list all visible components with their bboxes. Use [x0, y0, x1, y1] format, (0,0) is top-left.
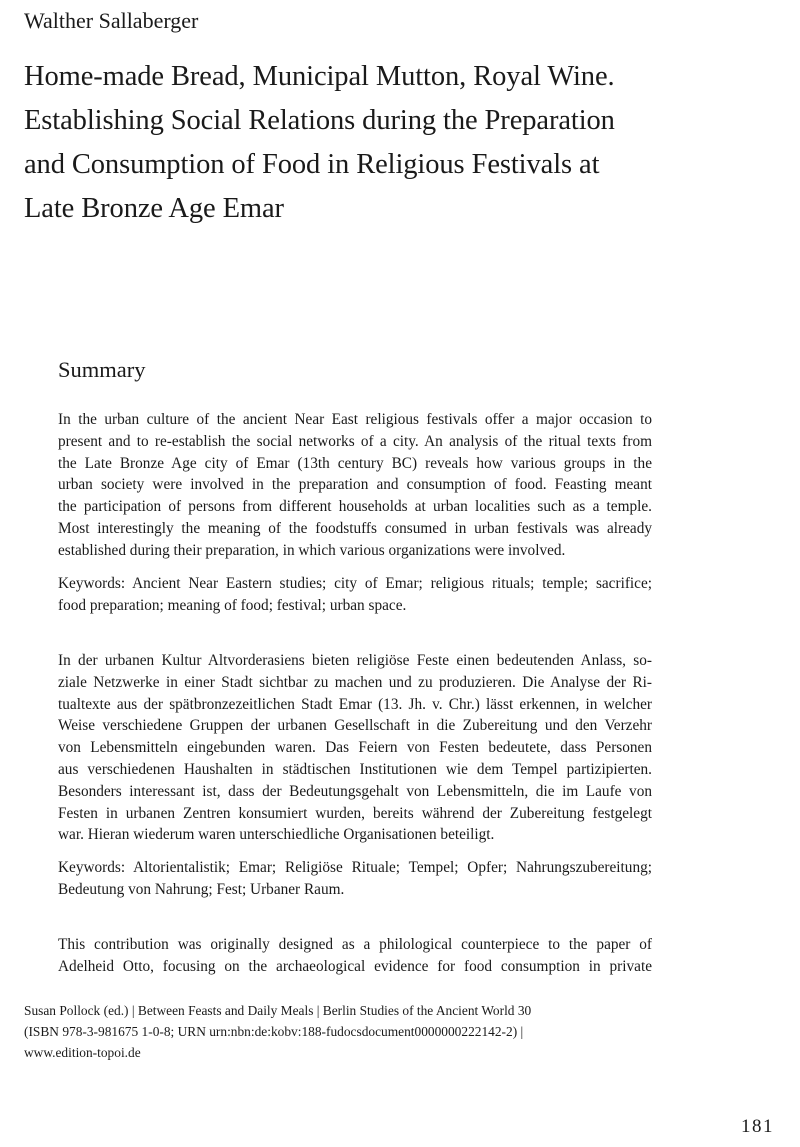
keywords-german	[58, 857, 652, 901]
text-line: In the urban culture of the ancient Near East religious festivals offer a major occasion to	[58, 411, 652, 428]
title-line: Home-made Bread, Municipal Mutton, Royal Wine.	[24, 61, 615, 92]
text-line: Keywords: Ancient Near Eastern studies; city of Emar; religious rituals; temple; sacrifice;	[58, 575, 652, 592]
page-number: 181	[741, 1116, 774, 1137]
footer-line: (ISBN 978-3-981675 1-0-8; URN urn:nbn:de:kobv:188-fudocsdocument0000000222142-2) |	[24, 1024, 524, 1039]
abstract-german	[58, 650, 652, 846]
text-line: food preparation; meaning of food; festival; urban space.	[58, 596, 407, 614]
text-line: tualtexte aus der spätbronzezeitlichen Stadt Emar (13. Jh. v. Chr.) lässt erkennen, in welcher	[58, 695, 652, 713]
text-line: ziale Netzwerke in einer Stadt sichtbar zu machen und zu produzieren. Die Analyse der Ri-	[58, 673, 652, 691]
text-line: war. Hieran wiederum waren unterschiedliche Organisationen beteiligt.	[58, 826, 495, 844]
text-line: Adelheid Otto, focusing on the archaeological evidence for food consumption in private	[58, 957, 652, 975]
text-line: the participation of persons from different households at urban localities such as a temple.	[58, 498, 652, 516]
title-line: Late Bronze Age Emar	[24, 193, 284, 224]
text-line: the Late Bronze Age city of Emar (13th century BC) reveals how various groups in the	[58, 454, 652, 472]
text-line: Weise verschiedene Gruppen der urbanen Gesellschaft in die Zubereitung und den Verzehr	[58, 717, 652, 735]
footer-line: Susan Pollock (ed.) | Between Feasts and Daily Meals | Berlin Studies of the Ancient World 30	[24, 1003, 532, 1018]
body-intro	[58, 934, 652, 978]
text-line: urban society were involved in the preparation and consumption of food. Feasting meant	[58, 476, 652, 494]
abstract-english	[58, 409, 652, 562]
text-line: Bedeutung von Nahrung; Fest; Urbaner Raum.	[58, 880, 345, 898]
text-line: In der urbanen Kultur Altvorderasiens bieten religiöse Feste einen bedeutenden Anlass, so-	[58, 652, 652, 669]
summary-heading: Summary	[58, 357, 146, 382]
paper-title	[24, 55, 764, 231]
text-line: Keywords: Altorientalistik; Emar; Religiöse Rituale; Tempel; Opfer; Nahrungszubereitung;	[58, 859, 652, 876]
text-line: This contribution was originally designed as a philological counterpiece to the paper of	[58, 936, 652, 953]
text-line: Besonders interessant ist, dass der Bedeutungsgehalt von Lebensmitteln, die im Laufe von	[58, 782, 652, 800]
author-name: Walther Sallaberger	[24, 8, 199, 33]
title-line: Establishing Social Relations during the Preparation	[24, 105, 615, 136]
text-line: established during their preparation, in which various organizations were involved.	[58, 541, 566, 559]
text-line: aus verschiedenen Haushalten in städtischen Institutionen wie dem Tempel partizipierten.	[58, 760, 652, 778]
title-line: and Consumption of Food in Religious Festivals at	[24, 149, 600, 180]
text-line: von Lebensmitteln eingebunden waren. Das Feiern von Festen bedeutete, dass Personen	[58, 739, 652, 757]
text-line: Festen in urbanen Zentren konsumiert wurden, bereits während der Zubereitung festgelegt	[58, 804, 652, 822]
footer-link[interactable]: www.edition-topoi.de	[24, 1045, 141, 1060]
publication-footer	[24, 1000, 664, 1063]
text-line: present and to re-establish the social networks of a city. An analysis of the ritual texts from	[58, 432, 652, 450]
text-line: Most interestingly the meaning of the foodstuffs consumed in urban festivals was already	[58, 519, 652, 537]
keywords-english	[58, 573, 652, 617]
